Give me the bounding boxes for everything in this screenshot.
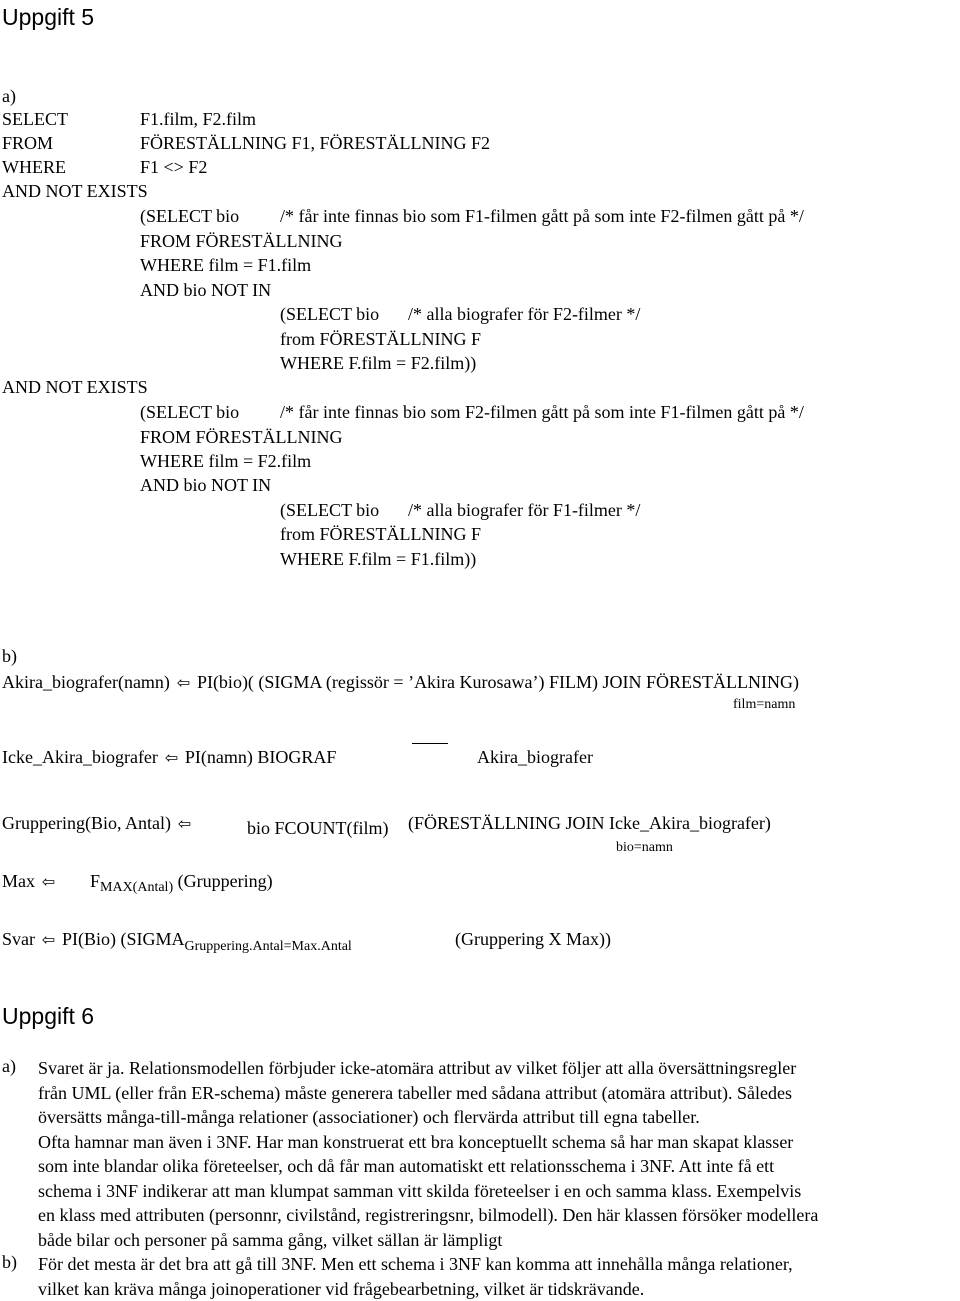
gruppering-f: F — [275, 818, 285, 838]
left-arrow-icon: ⇦ — [162, 747, 180, 769]
akira-lhs: Akira_biografer(namn) — [2, 672, 170, 692]
akira-join-condition: film=namn — [733, 694, 795, 716]
sql-sub1-inner-comment: /* alla biografer för F2-filmer */ — [408, 303, 640, 325]
gruppering-rest: (FÖRESTÄLLNING JOIN Icke_Akira_biografer) — [408, 812, 771, 834]
gruppering-count: COUNT(film) — [285, 818, 389, 838]
answer-line: För det mesta är det bra att gå till 3NF. Men ett schema i 3NF kan komma att innehålla många relationer, — [38, 1252, 958, 1277]
answer-line: från UML (eller från ER-schema) måste generera tabeller med sådana attribut (atomära attribut). Således — [38, 1081, 958, 1106]
answer-line: Svaret är ja. Relationsmodellen förbjuder icke-atomära attribut av vilket följer att alla översättningsregler — [38, 1056, 958, 1081]
svar-selection-condition: Gruppering.Antal=Max.Antal — [185, 939, 352, 954]
answer-line: schema i 3NF indikerar att man klumpat samman vitt skilda företeelser i en och samma klass. Exempelvis — [38, 1179, 958, 1204]
uppgift6-a-answer — [38, 1056, 958, 1252]
sql-where-condition: F1 <> F2 — [140, 156, 207, 178]
sql-from-keyword: FROM — [2, 132, 53, 154]
max-lhs: Max — [2, 871, 35, 891]
sql-sub1-and-not-in: AND bio NOT IN — [140, 279, 271, 301]
akira-rhs: PI(bio)( (SIGMA (regissör = ’Akira Kurosawa’) FILM) JOIN FÖRESTÄLLNING) — [197, 672, 799, 692]
sql-and-not-exists-1: AND NOT EXISTS — [2, 180, 148, 202]
svar-rest: (Gruppering X Max)) — [455, 928, 611, 950]
gruppering-bio: bio — [247, 818, 270, 838]
icke-rhs: PI(namn) BIOGRAF — [185, 747, 337, 767]
gruppering-lhs: Gruppering(Bio, Antal) — [2, 813, 171, 833]
gruppering-assignment — [2, 812, 193, 835]
answer-line: en klass med attributen (personnr, civilstånd, registreringsnr, bilmodell). Den här klassen försöker modellera — [38, 1203, 958, 1228]
sql-sub2-where: WHERE film = F2.film — [140, 450, 311, 472]
left-arrow-icon: ⇦ — [40, 929, 58, 951]
max-rest: (Gruppering) — [178, 871, 273, 891]
sql-sub1-select: (SELECT bio — [140, 205, 239, 227]
sql-sub1-inner-where: WHERE F.film = F2.film)) — [280, 352, 476, 374]
answer-line: vilket kan kräva många joinoperationer vid frågebearbetning, vilket är tidskrävande. — [38, 1277, 958, 1301]
sql-sub2-comment: /* får inte finnas bio som F2-filmen gått på som inte F1-filmen gått på */ — [280, 401, 804, 423]
answer-line: som inte blandar olika företeelser, och då får man automatiskt ett relationsschema i 3NF. Att inte få ett — [38, 1154, 958, 1179]
uppgift5-a-label: a) — [2, 85, 16, 107]
max-assignment — [2, 870, 58, 893]
answer-line: Ofta hamnar man även i 3NF. Har man konstruerat ett bra konceptuellt schema så har man skapat klasser — [38, 1130, 958, 1155]
sql-select-columns: F1.film, F2.film — [140, 108, 256, 130]
svar-lhs: Svar — [2, 929, 35, 949]
sql-sub1-comment: /* får inte finnas bio som F1-filmen gått på som inte F2-filmen gått på */ — [280, 205, 804, 227]
icke-rhs-operand: Akira_biografer — [477, 746, 593, 768]
gruppering-join-condition: bio=namn — [616, 837, 673, 859]
sql-sub2-inner-from: from FÖRESTÄLLNING F — [280, 523, 481, 545]
sql-sub2-select: (SELECT bio — [140, 401, 239, 423]
sql-from-tables: FÖRESTÄLLNING F1, FÖRESTÄLLNING F2 — [140, 132, 490, 154]
max-f: F — [90, 871, 100, 891]
sql-sub1-from: FROM FÖRESTÄLLNING — [140, 230, 343, 252]
sql-sub2-inner-where: WHERE F.film = F1.film)) — [280, 548, 476, 570]
set-difference-bar — [412, 743, 448, 744]
answer-line: översätts många-till-många relationer (associationer) och flervärda attribut till egna tabeller. — [38, 1105, 958, 1130]
sql-sub1-inner-from: from FÖRESTÄLLNING F — [280, 328, 481, 350]
svar-assignment — [2, 928, 352, 953]
icke-assignment — [2, 746, 336, 769]
uppgift6-heading: Uppgift 6 — [2, 1003, 94, 1030]
svar-pi-sigma: PI(Bio) (SIGMA — [62, 929, 185, 949]
sql-sub1-where: WHERE film = F1.film — [140, 254, 311, 276]
uppgift5-heading: Uppgift 5 — [2, 4, 94, 31]
uppgift6-b-label: b) — [2, 1252, 17, 1273]
sql-sub1-inner-select: (SELECT bio — [280, 303, 379, 325]
max-subscript: MAX(Antal) — [100, 880, 173, 895]
sql-sub2-inner-comment: /* alla biografer för F1-filmer */ — [408, 499, 640, 521]
sql-and-not-exists-2: AND NOT EXISTS — [2, 376, 148, 398]
icke-lhs: Icke_Akira_biografer — [2, 747, 158, 767]
left-arrow-icon: ⇦ — [40, 871, 58, 893]
sql-select-keyword: SELECT — [2, 108, 68, 130]
uppgift6-b-answer — [38, 1252, 958, 1301]
max-aggregate — [90, 870, 273, 895]
sql-where-keyword: WHERE — [2, 156, 66, 178]
uppgift6-a-label: a) — [2, 1056, 16, 1077]
gruppering-aggregate — [247, 817, 389, 839]
akira-assignment — [2, 671, 799, 694]
answer-line: både bilar och personer på samma gång, vilket sällan är lämpligt — [38, 1228, 958, 1253]
sql-sub2-inner-select: (SELECT bio — [280, 499, 379, 521]
left-arrow-icon: ⇦ — [174, 672, 192, 694]
left-arrow-icon: ⇦ — [175, 813, 193, 835]
uppgift5-b-label: b) — [2, 645, 17, 667]
sql-sub2-and-not-in: AND bio NOT IN — [140, 474, 271, 496]
sql-sub2-from: FROM FÖRESTÄLLNING — [140, 426, 343, 448]
